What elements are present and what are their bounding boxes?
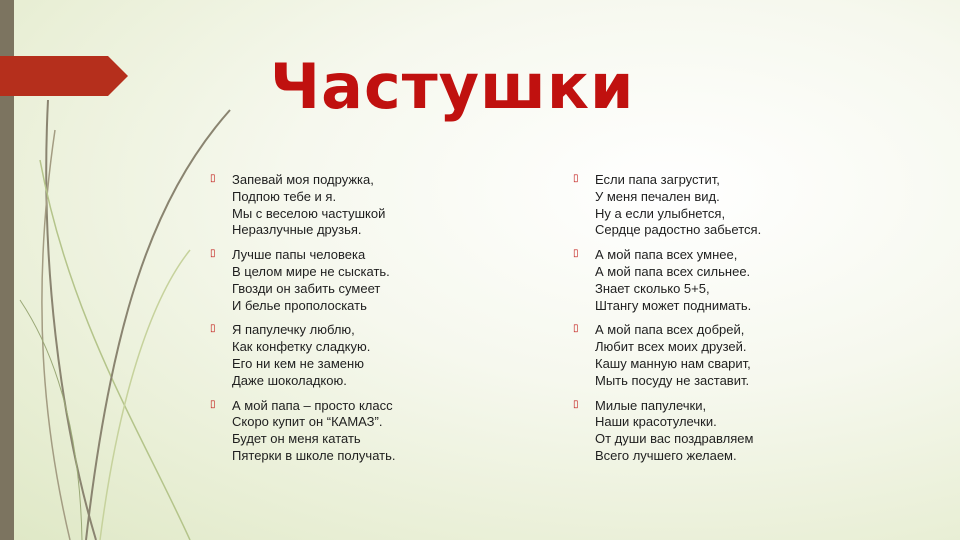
verse-line: Я папулечку люблю,	[232, 322, 355, 338]
verse-line: Его ни кем не заменю	[232, 355, 364, 371]
verse-line: Милые папулечки,	[595, 397, 707, 413]
stanza	[573, 172, 903, 239]
stanza	[573, 398, 903, 465]
verse-line: И белье прополоскать	[232, 297, 367, 313]
verse-line: У меня печален вид.	[595, 188, 720, 204]
verse-line: Если папа загрустит,	[595, 172, 720, 187]
verse-line: Ну а если улыбнется,	[595, 205, 726, 221]
verse-line: Сердце радостно забьется.	[595, 222, 762, 238]
stanza	[573, 322, 903, 389]
verse-line: В целом мире не сыскать.	[232, 263, 390, 279]
bullet-icon: ▯	[573, 248, 579, 260]
verse-line: Кашу манную нам сварит,	[595, 355, 751, 371]
verse-line: От души вас поздравляем	[595, 431, 754, 447]
verse-line: Штангу может поднимать.	[595, 297, 752, 313]
verse-line: Мыть посуду не заставит.	[595, 372, 750, 388]
verse-line: Запевай моя подружка,	[232, 172, 374, 187]
bullet-icon: ▯	[573, 173, 579, 184]
verse-line: А мой папа – просто класс	[232, 397, 393, 413]
verse-line: Лучше папы человека	[232, 247, 366, 263]
verse-line: Мы с веселою частушкой	[232, 205, 386, 221]
verse-line: Пятерки в школе получать.	[232, 447, 396, 463]
stanza	[573, 247, 903, 314]
verse-line: Всего лучшего желаем.	[595, 447, 737, 463]
bullet-icon: ▯	[210, 173, 216, 184]
verse-line: А мой папа всех умнее,	[595, 247, 738, 263]
slide-title: Частушки	[270, 50, 635, 123]
bullet-icon: ▯	[573, 398, 579, 410]
stanza	[210, 322, 540, 389]
bullet-icon: ▯	[573, 323, 579, 335]
verse-line: Скоро купит он “КАМАЗ”.	[232, 414, 383, 430]
verse-line: Неразлучные друзья.	[232, 222, 362, 238]
bullet-icon: ▯	[210, 248, 216, 260]
stanza	[210, 398, 540, 465]
verse-line: Любит всех моих друзей.	[595, 339, 747, 355]
verse-line: Наши красотулечки.	[595, 414, 717, 430]
bullet-icon: ▯	[210, 398, 216, 410]
title-flag	[0, 56, 130, 96]
stanza	[210, 247, 540, 314]
bullet-icon: ▯	[210, 323, 216, 335]
verse-line: Даже шоколадкою.	[232, 372, 347, 388]
left-column	[210, 172, 540, 473]
stanza	[210, 172, 540, 239]
verse-line: А мой папа всех сильнее.	[595, 263, 751, 279]
verse-line: Знает сколько 5+5,	[595, 280, 710, 296]
verse-line: Как конфетку сладкую.	[232, 339, 371, 355]
verse-line: Подпою тебе и я.	[232, 188, 337, 204]
verse-line: Гвозди он забить сумеет	[232, 280, 381, 296]
right-column	[573, 172, 903, 473]
verse-line: А мой папа всех добрей,	[595, 322, 745, 338]
verse-line: Будет он меня катать	[232, 431, 361, 447]
